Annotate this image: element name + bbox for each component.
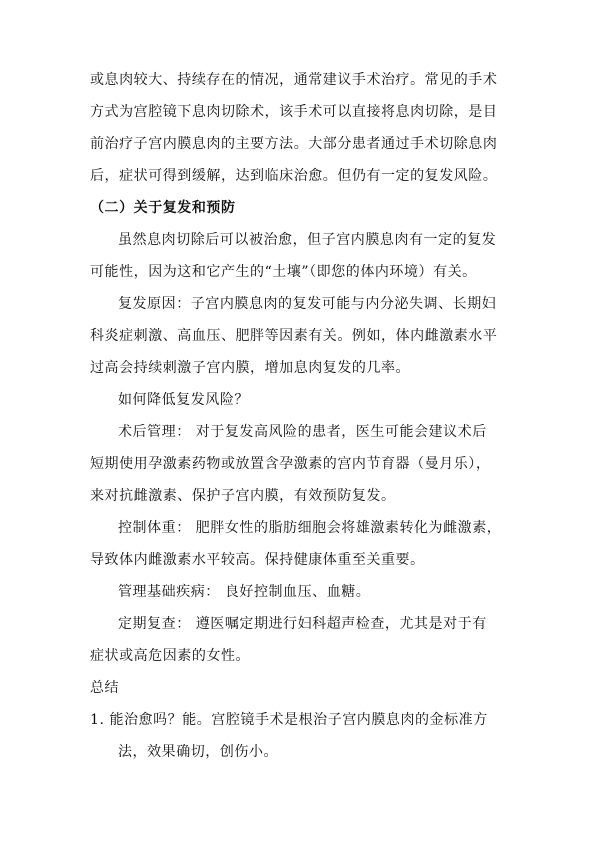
text-line: 控制体重： 肥胖女性的脂肪细胞会将雄激素转化为雌激素， <box>118 520 502 536</box>
text-line: 虽然息肉切除后可以被治愈，但子宫内膜息肉有一定的复发 <box>118 232 497 248</box>
weight-control-paragraph <box>90 512 520 576</box>
regular-review-paragraph <box>90 608 520 672</box>
text-line: 前治疗子宫内膜息肉的主要方法。大部分患者通过手术切除息肉 <box>90 136 498 152</box>
text-line: 过高会持续刺激子宫内膜，增加息肉复发的几率。 <box>90 360 411 376</box>
chronic-disease-paragraph: 管理基础疾病： 良好控制血压、血糖。 <box>118 584 371 600</box>
text-line: 短期使用孕激素药物或放置含孕激素的宫内节育器（曼月乐）， <box>90 456 491 472</box>
recurrence-intro-paragraph <box>90 224 520 288</box>
summary-item-1 <box>90 704 520 768</box>
text-line: 定期复查： 遵医嘱定期进行妇科超声检查，尤其是对于有 <box>118 616 487 632</box>
section-heading: （二）关于复发和预防 <box>90 200 236 216</box>
document-body <box>90 64 520 768</box>
text-line: 后，症状可得到缓解，达到临床治愈。但仍有一定的复发风险。 <box>90 168 498 184</box>
text-line: 症状或高危因素的女性。 <box>90 648 251 664</box>
text-line: 法，效果确切，创伤小。 <box>118 744 279 760</box>
text-line: 1. 能治愈吗？能。宫腔镜手术是根治子宫内膜息肉的金标准方 <box>90 712 488 728</box>
recurrence-cause-paragraph <box>90 288 520 384</box>
text-line: 导致体内雌激素水平较高。保持健康体重至关重要。 <box>90 552 425 568</box>
text-line: 复发原因：子宫内膜息肉的复发可能与内分泌失调、长期妇 <box>118 296 497 312</box>
text-line: 或息肉较大、持续存在的情况，通常建议手术治疗。常见的手术 <box>90 72 498 88</box>
summary-title: 总结 <box>90 680 120 696</box>
prevention-question: 如何降低复发风险？ <box>118 392 249 408</box>
text-line: 来对抗雌激素、保护子宫内膜，有效预防复发。 <box>90 488 396 504</box>
treatment-paragraph <box>90 64 520 192</box>
text-line: 可能性，因为这和它产生的“土壤”（即您的体内环境）有关。 <box>90 264 477 280</box>
post-op-management-paragraph <box>90 416 520 512</box>
text-line: 方式为宫腔镜下息肉切除术，该手术可以直接将息肉切除，是目 <box>90 104 498 120</box>
text-line: 术后管理： 对于复发高风险的患者，医生可能会建议术后 <box>118 424 487 440</box>
text-line: 科炎症刺激、高血压、肥胖等因素有关。例如，体内雌激素水平 <box>90 328 498 344</box>
